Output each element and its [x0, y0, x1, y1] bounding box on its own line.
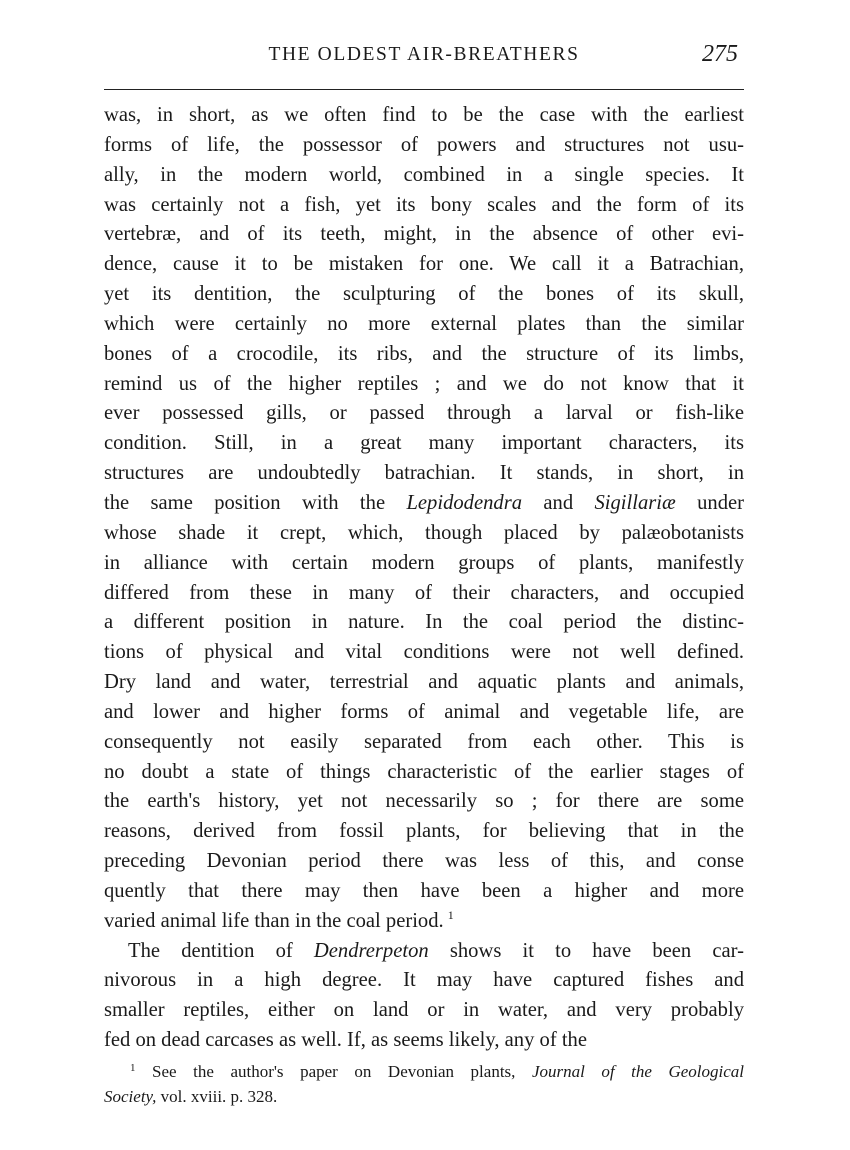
italic-term: Dendrerpeton: [313, 939, 429, 962]
text-line: dence, cause it to be mistaken for one. We call it a Batrachian,: [104, 253, 744, 276]
footnote: [104, 1059, 744, 1109]
text-line: structures are undoubtedly batrachian. It stands, in short, in: [104, 462, 744, 485]
text-line: remind us of the higher reptiles ; and we do not know that it: [104, 372, 744, 395]
text-line: ever possessed gills, or passed through a larval or fish-like: [104, 402, 744, 425]
running-head: [104, 41, 744, 74]
paragraph: [104, 937, 744, 1056]
text-line: condition. Still, in a great many important characters, its: [104, 432, 744, 455]
text-line: differed from these in many of their characters, and occupied: [104, 581, 744, 604]
text-line: a different position in nature. In the coal period the distinc-: [104, 611, 744, 634]
text-line: ally, in the modern world, combined in a single species. It: [104, 163, 744, 186]
text-line: nivorous in a high degree. It may have captured fishes and: [104, 969, 744, 992]
text-line: Dry land and water, terrestrial and aquatic plants and animals,: [104, 671, 744, 694]
text-line: reasons, derived from fossil plants, for believing that in the: [104, 820, 744, 843]
page-number: 275: [702, 41, 738, 67]
text-line: fed on dead carcases as well. If, as seems likely, any of the: [104, 1029, 587, 1052]
text-line: preceding Devonian period there was less of this, and conse: [104, 850, 744, 873]
footnote-line: $^1$ See the author's paper on Devonian plants, Journal of the Geological: [130, 1062, 745, 1081]
text-line: was, in short, as we often find to be the case with the earliest: [104, 104, 744, 126]
footnote-marker: 1: [130, 1062, 136, 1074]
text-line: consequently not easily separated from each other. This is: [104, 730, 744, 753]
text-line: vertebræ, and of its teeth, might, in the absence of other evi-: [104, 223, 744, 246]
text-line: whose shade it crept, which, though placed by palæobotanists: [104, 521, 744, 544]
text-line: varied animal life than in the coal period. $^1$: [104, 907, 454, 932]
text-line: in alliance with certain modern groups of plants, manifestly: [104, 551, 744, 574]
text-line: and lower and higher forms of animal and vegetable life, are: [104, 700, 744, 723]
journal-title: Society,: [104, 1087, 157, 1106]
italic-term: Lepidodendra: [406, 491, 523, 514]
text-line: was certainly not a fish, yet its bony scales and the form of its: [104, 193, 744, 216]
footnote-line: Society, vol. xviii. p. 328.: [104, 1087, 278, 1106]
text-line: quently that there may then have been a higher and more: [104, 879, 744, 902]
text-line: the same position with the Lepidodendra and Sigillariæ under: [104, 491, 744, 514]
paragraph: [104, 101, 744, 937]
text-line: forms of life, the possessor of powers and structures not usu-: [104, 133, 744, 156]
text-line: which were certainly no more external plates than the similar: [104, 312, 744, 335]
text-line: no doubt a state of things characteristic of the earlier stages of: [104, 760, 744, 783]
italic-term: Sigillariæ: [594, 491, 676, 514]
text-line: The dentition of Dendrerpeton shows it to have been car-: [128, 939, 744, 962]
text-line: yet its dentition, the sculpturing of the bones of its skull,: [104, 283, 744, 306]
journal-title: Journal of the Geological: [531, 1062, 745, 1081]
header-rule: [104, 89, 744, 90]
text-line: tions of physical and vital conditions were not well defined.: [104, 641, 744, 664]
footnote-reference: 1: [447, 907, 454, 922]
text-line: bones of a crocodile, its ribs, and the structure of its limbs,: [104, 342, 744, 365]
text-line: the earth's history, yet not necessarily so ; for there are some: [104, 790, 744, 813]
body-text: [104, 101, 744, 1056]
text-line: smaller reptiles, either on land or in water, and very probably: [104, 999, 744, 1022]
running-title: THE OLDEST AIR-BREATHERS: [268, 44, 580, 65]
